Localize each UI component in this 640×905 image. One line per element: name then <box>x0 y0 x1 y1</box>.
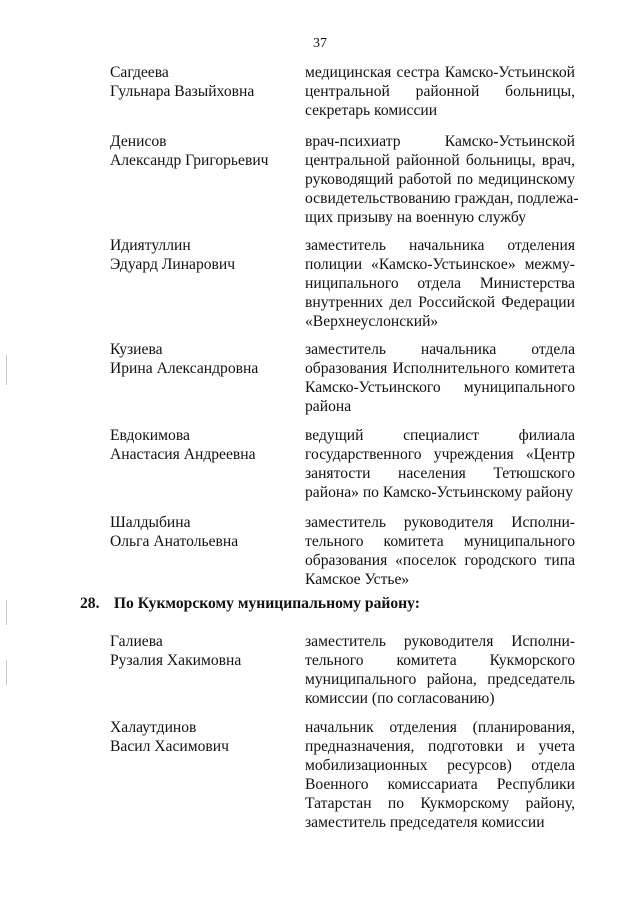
scan-margin-mark <box>6 660 7 685</box>
member-surname: Сагдеева <box>110 64 169 81</box>
member-surname: Евдокимова <box>110 427 190 444</box>
position-line: предназначения, подготовки и учета <box>305 738 575 755</box>
position-line: ниципального отдела Министерства <box>305 275 575 292</box>
member-surname: Идиятуллин <box>110 237 191 254</box>
position-line: медицинская сестра Камско-Устьинской <box>305 64 575 81</box>
member-given-names: Александр Григорьевич <box>110 152 269 169</box>
member-name <box>110 132 300 170</box>
position-line: заместитель начальника отдела <box>305 341 575 358</box>
member-given-names: Васил Хасимович <box>110 738 229 755</box>
member-name <box>110 340 300 378</box>
scan-margin-mark <box>6 600 7 625</box>
position-line: руководящий работой по медицинскому <box>305 171 575 188</box>
member-name <box>110 718 300 756</box>
member-position <box>305 513 575 589</box>
member-name <box>110 63 300 101</box>
member-given-names: Рузалия Хакимовна <box>110 652 242 669</box>
member-surname: Денисов <box>110 133 167 150</box>
member-name <box>110 236 300 274</box>
section-number: 28. <box>80 595 100 612</box>
position-line: щих призыву на военную службу <box>305 209 527 226</box>
position-line: центральной районной больницы, врач, <box>305 152 575 169</box>
member-position <box>305 340 575 416</box>
position-line: секретарь комиссии <box>305 102 438 119</box>
member-position <box>305 132 579 227</box>
position-line: мобилизационных ресурсов) отдела <box>305 757 575 774</box>
position-line: центральной районной больницы, <box>305 83 575 100</box>
member-given-names: Ольга Анатольевна <box>110 533 239 550</box>
position-line: района» по Камско-Устьинскому району <box>305 484 574 501</box>
member-position <box>305 426 575 502</box>
position-line: района <box>305 398 352 415</box>
position-line: ведущий специалист филиала <box>305 427 575 444</box>
position-line: Камское Устье» <box>305 571 410 588</box>
position-line: занятости населения Тетюшского <box>305 465 575 482</box>
position-line: Татарстан по Кукморскому району, <box>305 795 575 812</box>
position-line: заместитель председателя комиссии <box>305 814 545 831</box>
position-line: муниципального района, председатель <box>305 671 575 688</box>
position-line: заместитель начальника отделения <box>305 237 575 254</box>
position-line: внутренних дел Российской Федерации <box>305 294 575 311</box>
position-line: государственного учреждения «Центр <box>305 446 575 463</box>
position-line: Военного комиссариата Республики <box>305 776 575 793</box>
section-title: По Кукморскому муниципальному району: <box>113 595 420 612</box>
member-given-names: Гульнара Вазыйховна <box>110 83 255 100</box>
member-position <box>305 236 575 331</box>
scan-margin-mark <box>6 355 7 385</box>
position-line: тельного комитета Кукморского <box>305 652 575 669</box>
member-surname: Галиева <box>110 633 163 650</box>
position-line: освидетельствованию граждан, подлежа- <box>305 190 579 207</box>
position-line: заместитель руководителя Исполни- <box>305 633 575 650</box>
position-line: полиции «Камско-Устьинское» межму- <box>305 256 575 273</box>
member-given-names: Анастасия Андреевна <box>110 446 256 463</box>
member-given-names: Ирина Александровна <box>110 360 259 377</box>
member-position <box>305 63 575 120</box>
section-heading <box>80 595 420 613</box>
member-position <box>305 718 575 832</box>
member-name <box>110 513 300 551</box>
position-line: комиссии (по согласованию) <box>305 690 495 707</box>
position-line: начальник отделения (планирования, <box>305 719 575 736</box>
member-surname: Кузиева <box>110 341 163 358</box>
position-line: «Верхнеуслонский» <box>305 313 439 330</box>
position-line: врач-психиатр Камско-Устьинской <box>305 133 575 150</box>
member-given-names: Эдуард Линарович <box>110 256 236 273</box>
member-name <box>110 632 300 670</box>
position-line: образования «поселок городского типа <box>305 552 575 569</box>
position-line: образования Исполнительного комитета <box>305 360 575 377</box>
member-surname: Халаутдинов <box>110 719 197 736</box>
page-number: 37 <box>313 36 327 51</box>
member-position <box>305 632 575 708</box>
member-name <box>110 426 300 464</box>
position-line: тельного комитета муниципального <box>305 533 575 550</box>
position-line: Камско-Устьинского муниципального <box>305 379 575 396</box>
position-line: заместитель руководителя Исполни- <box>305 514 575 531</box>
member-surname: Шалдыбина <box>110 514 191 531</box>
